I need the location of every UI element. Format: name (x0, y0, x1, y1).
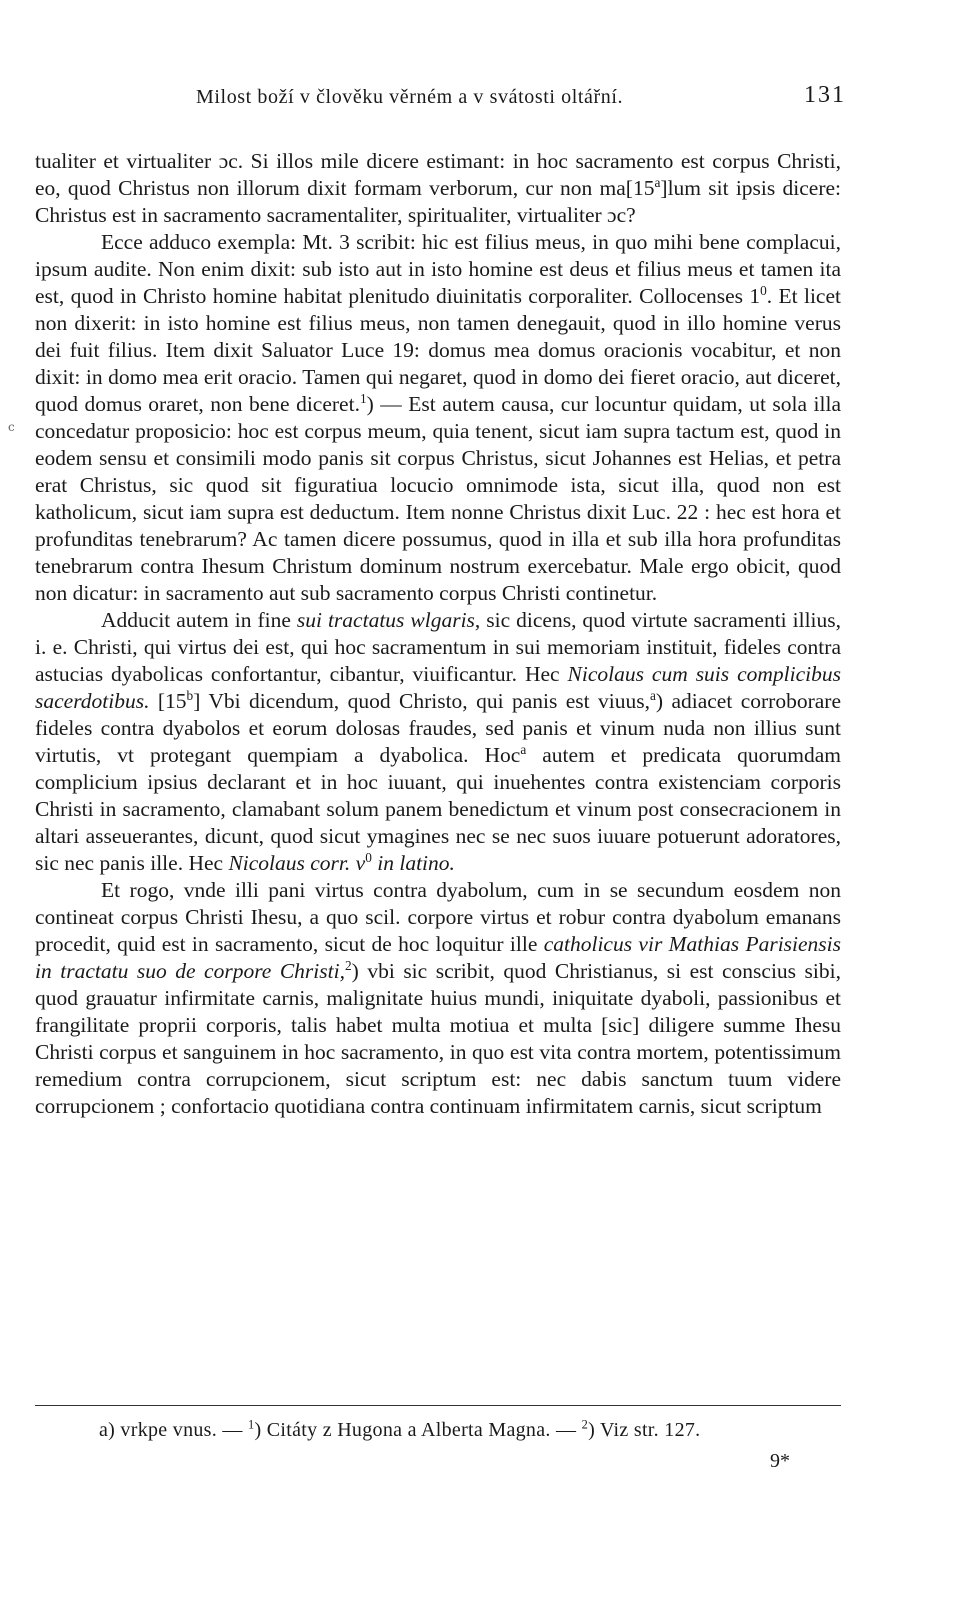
paragraph-1 (35, 148, 841, 229)
footnote-ref: a (649, 687, 656, 703)
footnote-marker: 1 (247, 1417, 255, 1432)
paragraph-2 (35, 229, 841, 607)
text-run: , sic dicens, quod virtute sacramenti illius, i. e. Christi, qui virtus dei est, qui hoc sacramentum in sui memoriam instituit, fideles contra astucias dyabolicas confortantur, cibantur, viuificantur. Hec (35, 608, 842, 686)
text-run: Adducit autem in fine (101, 608, 297, 632)
footnote-ref: 2 (344, 957, 352, 973)
footnote-divider (35, 1405, 841, 1406)
text-run: [15 (149, 689, 187, 713)
text-run: Ecce adduco exempla: Mt. 3 scribit: hic est filius meus, in quo mihi bene complacui, ipsum audite. Non enim dixit: sub isto aut in isto homine est deus et filius meus et tamen ita est, quod in Christo homine habitat plenitudo diuinitatis corporaliter. Collocenses 1 (35, 230, 841, 308)
page-number: 131 (804, 82, 846, 108)
italic-run: in latino. (371, 851, 455, 875)
footnote-marker: 2 (581, 1417, 589, 1432)
running-head (0, 80, 960, 120)
superscript: 0 (760, 282, 767, 298)
superscript: a (654, 174, 661, 190)
italic-run: catholicus vir Mathias Parisiensis in tractatu suo de corpore Christi, (35, 932, 842, 983)
text-run: ]lum sit ipsis dicere: Christus est in sacramento sacramentaliter, spiritualiter, virtualiter ɔc? (35, 176, 841, 227)
footnote-text: ) Citáty z Hugona a Alberta Magna. — (254, 1419, 582, 1441)
footnotes (99, 1419, 700, 1442)
running-head-title: Milost boží v člověku věrném a v svátosti oltářní. (196, 86, 624, 108)
text-run: tualiter et virtualiter ɔc. Si illos mile dicere estimant: in hoc sacramento est corpus Christi, eo, quod Christus non illorum dixit formam verborum, cur non ma[15 (35, 149, 841, 200)
sheet-signature: 9* (770, 1450, 790, 1472)
italic-run: Nicolaus corr. v (228, 851, 366, 875)
superscript: b (186, 687, 194, 703)
margin-mark: ⅽ (8, 420, 15, 434)
footnote-ref: a (520, 741, 527, 757)
text-run: ) adiacet corroborare fideles contra dyabolos et eorum dolosas fraudes, sed panis et vinum nuda non illius sunt virtutis, vt protegant quempiam a dyabolica. Hoc (35, 689, 841, 767)
text-run: ) vbi sic scribit, quod Christianus, si est conscius sibi, quod grauatur infirmitate carnis, malignitate huius mundi, iniquitate dyaboli, passionibus et frangilitate proprii corporis, talis habet multa motiua et multa [sic] diligere summe Ihesu Christi corpus et sanguinem in hoc sacramento, in quo est vita contra mortem, potentissimum remedium contra corrupcionem, sicut scriptum est: nec dabis sanctum tuum videre corrupcionem ; confortacio quotidiana contra continuam infirmitatem carnis, sicut scriptum (35, 959, 841, 1118)
footnote-ref: 1 (359, 390, 367, 406)
text-run: . Et licet non dixerit: in isto homine est filius meus, non tamen denegauit, quod in illo homine verus dei fuit filius. Item dixit Saluator Luce 19: domus mea domus oracionis vocabitur, et non dixit: in domo mea erit oracio. Tamen qui negaret, quod in domo dei fieret oracio, aut diceret, quod domus oraret, non bene diceret. (35, 284, 841, 416)
italic-run: Nicolaus cum suis complicibus sacerdotibus. (35, 662, 841, 713)
text-run: ) — Est autem causa, cur locuntur quidam, ut sola illa concedatur proposicio: hoc est corpus meum, quia tenent, sicut iam supra tactum est, quod in eodem sensu et consimili modo panis sit corpus Christus, sicut Johannes est Helias, et petra erat Christus, sic quod sit figuratiua locucio omnimode ista, sicut illa, quod non est katholicum, sicut iam supra est deductum. Item nonne Christus dixit Luc. 22 : hec est hora et profunditas tenebrarum? Ac tamen dicere possumus, quod in illa et sub illa hora profunditas tenebrarum contra Ihesum Christum dominum nostrum exercebatur. Male ergo obicit, quod non dicatur: in sacramento aut sub sacramento corpus Christi continetur. (35, 392, 841, 605)
superscript: 0 (365, 849, 372, 865)
text-run: ] Vbi dicendum, quod Christo, qui panis est viuus, (193, 689, 650, 713)
italic-run: sui tractatus wlgaris (296, 608, 475, 632)
footnote-text: a) vrkpe vnus. — (99, 1419, 248, 1441)
text-run: autem et predicata quorumdam complicium ipsius declarant et in hoc iuuant, qui inuehentes contra existenciam corporis Christi in sacramento, clamabant solum panem benedictum et vinum post consecracionem in altari asseuerantes, dicunt, quod sicut ymagines nec se nec suos iuuare potuerunt adoratores, sic nec panis ille. Hec (35, 743, 841, 875)
footnote-text: ) Viz str. 127. (588, 1419, 701, 1441)
paragraph-3 (35, 607, 841, 877)
text-run: Et rogo, vnde illi pani virtus contra dyabolum, cum in se secundum eosdem non contineat corpus Christi Ihesu, a quo scil. corpore virtus et robur contra dyabolum emanans procedit, quid est in sacramento, sicut de hoc loquitur ille (35, 878, 841, 956)
paragraph-4 (35, 877, 841, 1120)
body-text (35, 148, 841, 1120)
